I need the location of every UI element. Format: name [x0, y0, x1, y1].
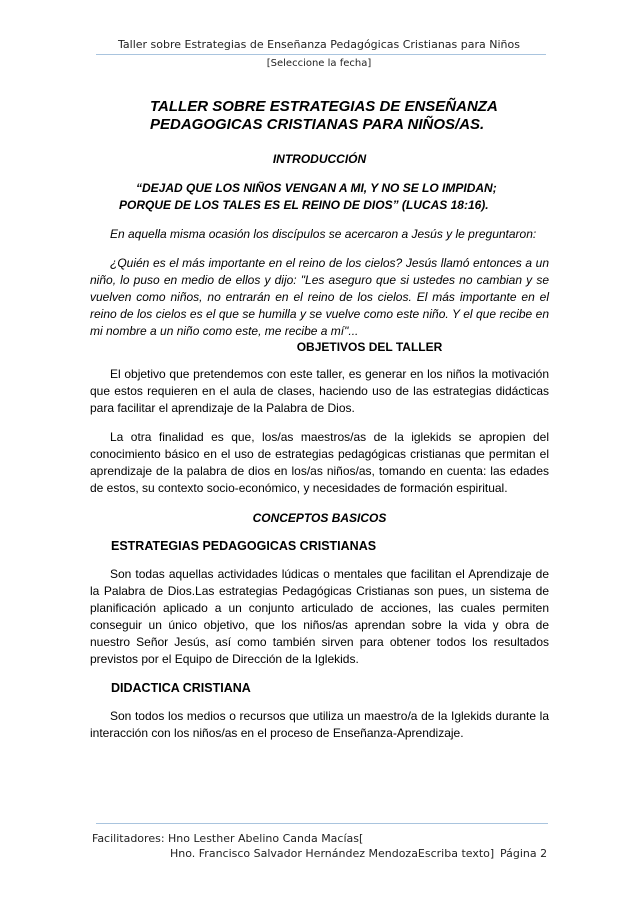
didactic-paragraph: Son todos los medios o recursos que utiliza un maestro/a de la Iglekids durante la interacción con los niños/as en el proceso de Enseñanza-Aprendizaje. [90, 709, 549, 740]
strategies-paragraph: Son todas aquellas actividades lúdicas o mentales que facilitan el Aprendizaje de la Palabra de Dios.Las estrategias Pedagógicas Cristianas son pues, un sistema de planificación aplicado a un conjunto articulado de acciones, las cuales permiten conseguir un único objetivo, que los niños/as aprendan sobre la vida y obra de nuestro Señor Jesús, así como también sirven para obtener todos los resultados previstos por el Equipo de Dirección de la Iglekids. [90, 567, 549, 666]
didactic-subheading: DIDACTICA CRISTIANA [111, 681, 251, 695]
footer-divider [96, 823, 548, 824]
document-body [90, 98, 549, 742]
bible-quote [90, 180, 549, 214]
title-line-1: TALLER SOBRE ESTRATEGIAS DE ENSEÑANZA [150, 98, 498, 115]
intro-heading: INTRODUCCIÓN [272, 152, 367, 166]
header-date-field[interactable]: [Seleccione la fecha] [266, 58, 372, 69]
quote-line-2: PORQUE DE LOS TALES ES EL REINO DE DIOS” (LUCAS 18:16). [119, 198, 489, 212]
title-line-2: PEDAGOGICAS CRISTIANAS PARA NIÑOS/AS. [150, 116, 485, 133]
running-header-title: Taller sobre Estrategias de Enseñanza Pedagógicas Cristianas para Niños [118, 38, 520, 51]
objectives-paragraph-1: El objetivo que pretendemos con este taller, es generar en los niños la motivación que estos requieren en el aula de clases, haciendo uso de las estrategias didácticas para facilitar el aprendizaje de la Palabra de Dios. [90, 367, 549, 415]
concepts-heading: CONCEPTOS BASICOS [252, 511, 387, 525]
footer-facilitators-line-1[interactable]: Facilitadores: Hno Lesther Abelino Canda Macías[ [92, 832, 364, 845]
intro-paragraph-2: ¿Quién es el más importante en el reino de los cielos? Jesús llamó entonces a un niño, lo puso en medio de ellos y dijo: "Les aseguro que si ustedes no cambian y se vuelven como niños, no entrarán en el reino de los cielos. El más importante en el reino de los cielos es el que se humilla y se vuelve como este niño. Y el que recibe en mi nombre a un niño como este, me recibe a mí"... [90, 256, 549, 338]
strategies-subheading: ESTRATEGIAS PEDAGOGICAS CRISTIANAS [111, 539, 377, 553]
page-number: Página 2 [500, 847, 548, 860]
document-title [150, 98, 549, 134]
objectives-paragraph-2: La otra finalidad es que, los/as maestros/as de la iglekids se apropien del conocimiento básico en el uso de estrategias pedagógicas cristianas que permitan el aprendizaje de la palabra de dios en los/as niños/as, tomando en cuenta: las edades de estos, su contexto socio-económico, y necesidades de formación espiritual. [90, 430, 549, 495]
quote-line-1: “DEJAD QUE LOS NIÑOS VENGAN A MI, Y NO SE LO IMPIDAN; [136, 181, 497, 195]
intro-paragraph-1: En aquella misma ocasión los discípulos se acercaron a Jesús y le preguntaron: [110, 227, 537, 241]
header-divider [96, 54, 546, 55]
footer-facilitators-line-2[interactable]: Hno. Francisco Salvador Hernández MendozaEscriba texto] [170, 847, 495, 860]
objectives-heading: OBJETIVOS DEL TALLER [296, 340, 443, 354]
